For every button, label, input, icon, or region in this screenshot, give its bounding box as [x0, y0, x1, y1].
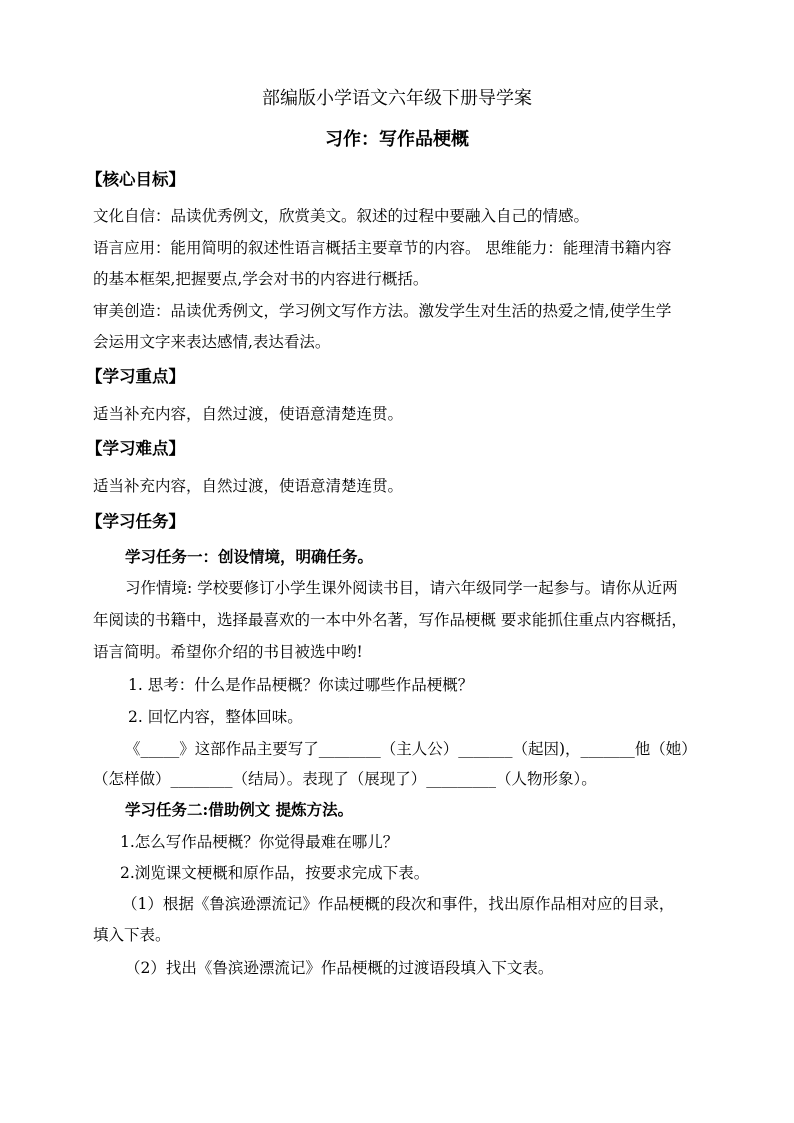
- key-points-line: 适当补充内容，自然过渡，使语意清楚连贯。: [93, 405, 404, 423]
- task1-fill-in-line: 《_____》这部作品主要写了________（主人公）_______（起因)，_______他（她）: [125, 740, 697, 758]
- task1-line: 2. 回忆内容，整体回味。: [128, 708, 303, 726]
- task2-line: 2.浏览课文梗概和原作品，按要求完成下表。: [120, 864, 430, 882]
- lesson-title: 习作：写作品梗概: [325, 129, 469, 150]
- task2-line: 1.怎么写作品梗概？你觉得最难在哪儿？: [120, 833, 399, 851]
- task1-line: 习作情境: 学校要修订小学生课外阅读书目，请六年级同学一起参与。请你从近两: [125, 579, 678, 597]
- task1-line: 1. 思考：什么是作品梗概？你读过哪些作品梗概？: [128, 676, 474, 694]
- section-heading-key-points: 【学习重点】: [86, 367, 185, 386]
- section-heading-core-goals: 【核心目标】: [86, 170, 185, 189]
- task2-line: 填入下表。: [93, 926, 171, 944]
- document-title: 部编版小学语文六年级下册导学案: [262, 88, 532, 109]
- core-goals-line: 语言应用：能用简明的叙述性语言概括主要章节的内容。 思维能力：能理清书籍内容: [93, 239, 672, 257]
- core-goals-line: 审美创造：品读优秀例文，学习例文写作方法。激发学生对生活的热爱之情,使学生学: [93, 302, 672, 320]
- difficulties-line: 适当补充内容，自然过渡，使语意清楚连贯。: [93, 477, 404, 495]
- section-heading-difficulties: 【学习难点】: [86, 439, 185, 458]
- task2-line: （2）找出《鲁滨逊漂流记》作品梗概的过渡语段填入下文表。: [125, 959, 554, 977]
- core-goals-line: 文化自信：品读优秀例文，欣赏美文。叙述的过程中要融入自己的情感。: [93, 207, 590, 225]
- core-goals-line: 会运用文字来表达感情,表达看法。: [93, 333, 331, 351]
- task2-title: 学习任务二:借助例文 提炼方法。: [125, 800, 354, 819]
- task1-line: 语言简明。希望你介绍的书目被选中哟!: [93, 643, 363, 661]
- task1-title: 学习任务一：创设情境，明确任务。: [125, 547, 374, 566]
- task2-line: （1）根据《鲁滨逊漂流记》作品梗概的段次和事件，找出原作品相对应的目录，: [122, 895, 675, 913]
- task1-fill-in-line: （怎样做）________（结局）。表现了（展现了）_________（人物形象）。: [93, 770, 597, 788]
- task1-line: 年阅读的书籍中，选择最喜欢的一本中外名著，写作品梗概 要求能抓住重点内容概括，: [93, 611, 687, 629]
- section-heading-tasks: 【学习任务】: [86, 512, 185, 531]
- core-goals-line: 的基本框架,把握要点,学会对书的内容进行概括。: [93, 270, 429, 288]
